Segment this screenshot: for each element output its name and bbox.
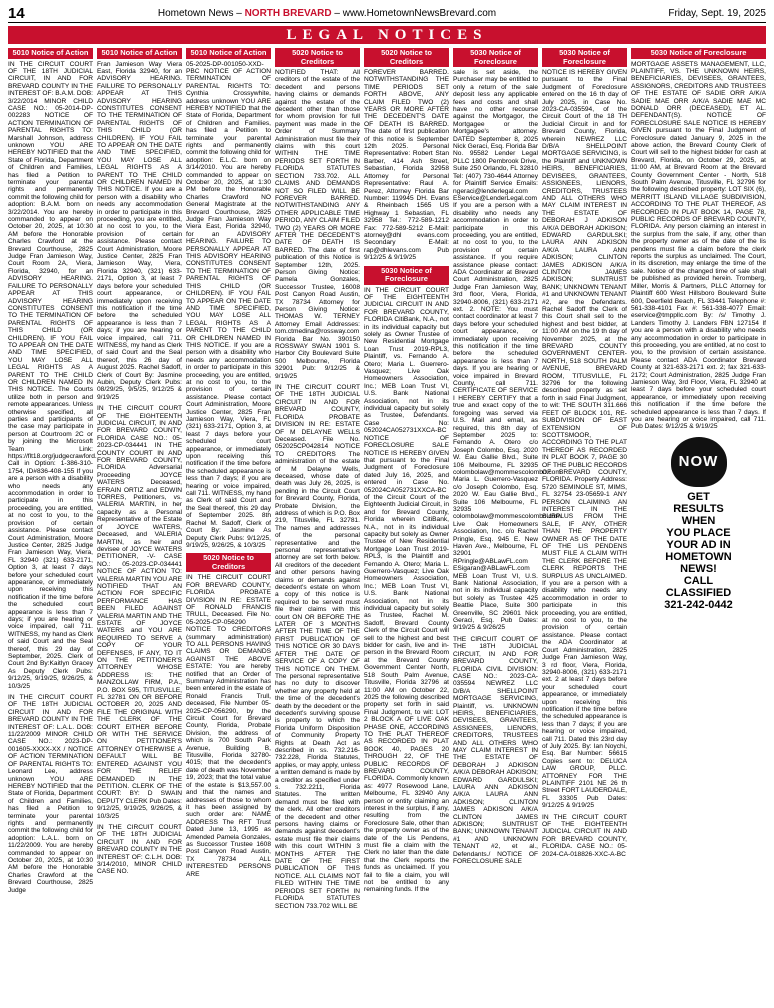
column-2	[97, 46, 182, 1006]
ad-line: WHEN	[681, 514, 716, 527]
column-4	[275, 46, 360, 1006]
website[interactable]: – www.HometownNewsBrevard.com	[331, 7, 497, 19]
column-6	[453, 46, 561, 1006]
column-1	[8, 46, 97, 1006]
column-3	[186, 46, 271, 1006]
ad-line: RESULTS	[673, 502, 724, 515]
section-header-notice-of-foreclosure: 5030 Notice of Foreclosure	[453, 48, 538, 67]
legal-notice: IN THE CIRCUIT COURT OF THE EIGHTEENTH JUDICIAL CIRCUIT IN AND FOR BREVARD COUNTY, FLORIDA CitiBank, N.A., not in its individual capacity but solely as Owner Trustee of New Residential Mortgage Loan Trust 2019-RPL3, Plaintiff, vs. Fernando A. Otero; Maria L. Guerrero-Vasquez; Live Oak Homeowners Association, Inc.; MEB Loan Trust VI, U.S. Bank National Association, not in its individual capacity but solely as Trustee, Defendants. Case No: 052024CA052731XXCA-BC NOTICE OF FORECLOSURE SALE NOTICE IS HEREBY GIVEN that pursuant to the Final Judgment of Foreclosure dated July 16, 2025, and entered in Case No. 052024CA052731XXCA-BC of the Circuit Court of the Eighteenth Judicial Circuit, in and for Brevard County, Florida wherein CitiBank, N.A., not in its individual capacity but solely as Owner Trustee of New Residential Mortgage Loan Trust 2019-RPL3, is the Plaintiff and Fernando A. Otero; Maria L. Guerrero-Vasquez; Live Oak Homeowners Association, Inc.; MEB Loan Trust VI, U.S. Bank National Association, not in its individual capacity but solely as Trustee, Rachel M. Sadoff, Brevard County Clerk of the Circuit Court will sell to the highest and best bidder for cash, live and in-person in the Brevard Room at the Brevard County Government Center North, 518 South Palm Avenue, Titusville, Florida 32796 at 11:00 AM on October 22, 2025 the following described property set forth in said Final Judgment, to wit: LOT 2 BLOCK A OF LIVE OAK PHASE ONE, ACCORDING TO THE PLAT THEREOF AS RECORDED IN PLAT BOOK 40, PAGES 20 THROUGH 22, OF THE PUBLIC RECORDS OF BREVARD COUNTY, FLORIDA. Commonly known as: 4977 Rosewood Lane, Melbourne, FL 32940 Any person or entity claiming an interest in the surplus, if any, resulting from the Foreclosure Sale, other than the property owner as of the date of the Lis Pendens, must file a claim with the Clerk no later than the date that the Clerk reports the funds as unclaimed. If you fail to file a claim, you will not be entitled to any remaining funds. If the	[364, 286, 449, 894]
page-header	[8, 4, 766, 23]
paper-masthead	[48, 8, 606, 19]
ad-line: CALL	[683, 574, 714, 587]
section-header-notice-of-foreclosure: 5030 Notice of Foreclosure	[542, 48, 627, 67]
ad-line: CLASSIFIED	[665, 586, 732, 599]
legal-notice: IN THE CIRCUIT COURT OF THE 18TH JUDICIAL CIRCUIT, IN AND FOR BREVARD COUNTY IN THE INTEREST OF: B.A.M. DOB: 3/22/2014 MINOR CHILD CASE NO.: 05-2014-DP-002283 NOTICE OF ACTION TERMINATION OF PARENTAL RIGHTS TO: Marshall Johnson, address unknown YOU ARE HEREBY NOTIFIED that the State of Florida, Department of Children and Families, has filed a Petition to terminate your parental rights and permanently commit the following child for adoption: B.A.M. born on 3/22/2014. You are hereby commanded to appear on October 20, 2025, at 10:30 AM before the Honorable Charles Crawford at the Brevard Courthouse, 2825 Judge Fran Jamieson Way, Court Room 2A, Viera, Florida, 32940, for an ADVISORY HEARING. FAILURE TO PERSONALLY APPEAR AT THIS ADVISORY HEARING CONSTITUTES CONSENT TO THE TERMINATION OF PARENTAL RIGHTS OF THIS CHILD (OR CHILDREN). IF YOU FAIL TO APPEAR ON THE DATE AND TIME SPECIFIED, YOU MAY LOSE ALL LEGAL RIGHTS AS A PARENT TO THE CHILD OR CHILDREN NAMED IN THIS NOTICE. The Courts utilize both in person and remote appearances. Unless otherwise specified, all parties and participants of the case may participate in person at Courtroom 2C or by joining the Microsoft Team Link: https://flt18.org/judgecrawford. Call in Option: 1-386-310-1754, ID#836-408-155 If you are a person with a disability who needs any accommodation in order to participate in this proceeding, you are entitled, at no cost to you, to the provision of certain assistance. Please contact Court Administration, Moore Justice Center, 2825 Judge Fran Jamieson Way, Viera, FL 32940 (321) 633-2171, Option 3, at least 7 days before your scheduled court appearance, or immediately upon receiving this notification if the time before the scheduled court appearance is less than 7 days; if you are hearing or voice impaired, call 711. WITNESS, my hand as Clerk of said Court and the Seal thereof, this 29 day of September, 2025. Clerk of Court 2nd By:Kaitlyn Gracey As Deputy Clerk Pubs: 9/12/25, 9/19/25, 9/26/25, & 10/3/25	[8, 60, 97, 690]
ad-line: GET	[687, 490, 710, 503]
legal-notices-banner: LEGAL NOTICES	[8, 26, 766, 44]
legal-notice: IN THE CIRCUIT COURT FOR BREVARD COUNTY, FLORIDA PROBATE DIVISION IN RE: ESTATE OF RONALD FRANCIS TRULL, Deceased. File No. 05-2025-CP-056290 NOTICE TO CREDITORS (summary administration) TO ALL PERSONS HAVING CLAIMS OR DEMANDS AGAINST THE ABOVE ESTATE: You are hereby notified that an Order of Summary Administration has been entered in the estate of Ronald Francis Trull, deceased, File Number 05-2025-CP-056290, by the Circuit Court for Brevard County, Florida, Probate Division, the address of which is 700 South Park Avenue, Building B, Titusville, Florida 32780-4015; that the decedent's date of death was November 19, 2023; that the total value of the estate is $13,557.00 and that the names and addresses of those to whom it has been assigned by such order are: NAME ADDRESS The RFT Trust Dated June 13, 1995 as Amended Pamela Gonzales, as Successor Trustee 1608 Post Canyon Road Austin, TX 78734 ALL INTERESTED PERSONS ARE	[186, 574, 271, 878]
ad-phone[interactable]: 321-242-0442	[664, 598, 733, 611]
section-header-notice-of-foreclosure: 5030 Notice of Foreclosure	[631, 48, 766, 59]
legal-notice: NOTIFIED THAT: All creditors of the estate of the decedent and persons having claims or demands against the estate of the decedent other than those for whom provision for full payment was made in the Order of Summary Administration must file their claims with this court WITHIN THE TIME PERIODS SET FORTH IN FLORIDA STATUTES SECTION 733.702. ALL CLAIMS AND DEMANDS NOT SO FILED WILL BE FOREVER BARRED. NOTWITHSTANDING ANY OTHER APPLICABLE TIME PERIOD, ANY CLAIM FILED TWO (2) YEARS OR MORE AFTER THE DECEDENT'S DATE OF DEATH IS BARRED. The date of first publication of this Notice is September 12th, 2025. Person Giving Notice: Pamela Gonzales, Successor Trustee, 16008 Post Canyon Road Austin, TX 78734 Attorney for Person Giving Notice: THOMAS W. TERNEY Attorney Email Addresses: tom.ctmedina@rossway.com Florida Bar No. 390150 ROSSWAY SWAN 1901 S. Harbor City Boulevard Suite 500 Melbourne, Florida 32901 Pub: 9/12/25 & 9/19/25	[275, 69, 360, 380]
section-header-notice-of-action: 5010 Notice of Action	[97, 48, 182, 59]
ad-line: HOMETOWN	[665, 550, 732, 563]
section-header-notice-to-creditors: 5020 Notice to Creditors	[275, 48, 360, 67]
legal-notice: IN THE CIRCUIT COURT OF THE EIGHTEENTH JUDICIAL CIRCUIT, IN AND FOR BREVARD COUNTY, FLORIDA CASE NO.: 05-2023-CP-034441 IN THE COUNTY COURT IN AND FOR BREVARD COUNTY, FLORIDA Adversarial Proceeding JOYCE WATERS Deceased, EFRAIN ORTIZ and EDWIN TORRES, Petitioners, vs. VALERIA MARTIN, in her capacity as a Personal Representative of the Estate of JOYCE WATERS, Deceased, and VALERIA MARTIN, as heir and devisee of JOYCE WATERS PETITIONER, -V- CASE NO.: 05-2023-CP-034441 NOTICE OF ACTION TO: VALERIA MARTIN YOU ARE NOTIFIED THAT AN ACTION FOR SPECIFIC PERFORMANCE HAS BEEN FILED AGAINST VALERIA MARTIN AND THE ESTATE OF JOYCE WATERS and YOU ARE REQUIRED TO SERVE A COPY OF YOUR DEFENSES, IF ANY, TO IT ON THE PETITIONER'S ATTORNEY WHOSE ADDRESS IS: THE MANZOLLAW FIRM, P.A., P.O. BOX 595, TITUSVILLE, FL 32781 ON OR BEFORE OCTOBER 20, 2025 AND FILE THE ORIGINAL WITH THE CLERK OF THE COURT EITHER BEFORE OR WITH THE SERVICE ON PETITIONER'S ATTORNEY OTHERWISE A DEFAULT WILL BE ENTERED AGAINST YOU FOR THE RELIEF DEMANDED IN THE PETITION. CLERK OF THE COURT: BY: D SWAIN DEPUTY CLERK Pub Dates: 9/12/25, 9/19/25, 9/26/25, & 10/3/25	[97, 405, 183, 820]
legal-notice: IN THE CIRCUIT COURT OF THE 18TH JUDICIAL CIRCUIT IN AND FOR BREVARD COUNTY IN THE INTEREST OF: C.L.H. DOB: 3/14/2010, MINOR CHILD CASE NO.	[97, 823, 182, 876]
column-8	[631, 46, 766, 1006]
section-header-notice-of-action: 5010 Notice of Action	[8, 48, 93, 59]
ad-line: NEWS!	[680, 562, 717, 575]
ad-line: YOU PLACE	[666, 526, 731, 539]
edition-name: NORTH BREVARD	[244, 7, 332, 19]
legal-notice: IN THE CIRCUIT COURT OF THE 18TH JUDICIAL CIRCUIT IN AND FOR BREVARD COUNTY, FLORIDA PROBATE DIVISION IN RE: ESTATE OF M DELAYNE WELLS Deceased. File No. 052025CP042814 NOTICE TO CREDITORS The administration of the estate of M Delayne Wells, deceased, whose date of death was July 26, 2025, is pending in the Circuit Court for Brevard County, Florida, Probate Division, the address of which is P.O. Box 219, Titusville, FL 32781. The names and addresses of the personal representative and the personal representative's attorney are set forth below. All creditors of the decedent and other persons having claims or demands against decedent's estate on whom a copy of this notice is required to be served must file their claims with this court ON OR BEFORE THE LATER OF 3 MONTHS AFTER THE TIME OF THE FIRST PUBLICATION OF THIS NOTICE OR 30 DAYS AFTER THE DATE OF SERVICE OF A COPY OF THIS NOTICE ON THEM. The personal representative has no duty to discover whether any property held at the time of the decedent's death by the decedent or the decedent's surviving spouse is property to which the Florida Uniform Disposition of Community Property Rights at Death Act as described in ss. 732.216-732.228, Florida Statutes, applies, or may apply, unless a written demand is made by a creditor as specified under s. 732.2211, Florida Statutes. The written demand must be filed with the clerk. All other creditors of the decedent and other persons having claims or demands against decedent's estate must file their claims with this court WITHIN 3 MONTHS AFTER THE DATE OF THE FIRST PUBLICATION OF THIS NOTICE. ALL CLAIMS NOT FILED WITHIN THE TIME PERIODS SET FORTH IN FLORIDA STATUTES SECTION 733.702 WILL BE	[275, 384, 360, 910]
classified-ad[interactable]	[631, 437, 766, 611]
section-header-notice-of-foreclosure: 5030 Notice of Foreclosure	[364, 266, 449, 285]
legal-notice: sale is set aside, the Purchaser may be entitled to only a return of the sale deposit less any applicable fees and costs and shall have no other recourse against the Mortgagor, the Mortgagee or the Mortgagee's attorney. DATED September 8, 2025 Nick Geraci, Esq. Florida Bar No. 95582 Lender Legal PLLC 1800 Pembrook Drive, Suite 250 Orlando, FL 32810 Tel: (407) 730-4644 Attorney for Plaintiff Service Emails: ngeraci@lenderlegal.com EService@LenderLegal.com If you are a person with a disability who needs any accommodation in order to participate in this proceeding, you are entitled, at no cost to you, to the provision of certain assistance. If you require assistance please contact: ADA Coordinator at Brevard Court Administration, 2825 Judge Fran Jamieson Way, 3rd floor, Viera, Florida, 32940-8006, (321) 633-2171 ext. 2. NOTE: You must contact coordinator at least 7 days before your scheduled court appearance, or immediately upon receiving this notification if the time before the scheduled appearance is less than 7 days. If you are hearing or voice impaired in Brevard County, call 711. CERTIFICATE OF SERVICE I HEREBY CERTIFY that a true and exact copy of the foregoing was served via U.S. Mail and email, as required, this 8th day of September 2025 to: Fernando A. Otero c/o Joseph Colombo, Esq. 2020 W. Eau Gallie Blvd., Suite 106 Melbourne, FL 32935 colombolaw@mommescolombo.com Maria L. Guerrero-Vasquez c/o Joseph Colombo, Esq. 2020 W. Eau Gallie Blvd., Suite 106 Melbourne, FL 32935 colombolaw@mommescolombo.com Live Oak Homeowners Association, Inc. c/o Rachel Pringle, Esq. 945 E. New Haven Ave., Melbourne, FL 32901 RPringle@ABLawFL.com ESigaran@ABLawFL.com MEB Loan Trust VI, U.S. Bank National Association, not in its individual capacity but solely as Trustee 425 Beattie Place, Suite 300 Greenville, SC 29601 Nick Geraci, Esq. Pub Dates: 9/19/25 & 9/26/25	[453, 69, 561, 632]
megaphone-now-icon: NOW	[671, 437, 727, 487]
legal-notice: NOTICE IS HEREBY GIVEN pursuant to the Final Judgment of Foreclosure entered on the 16 th day of July 2025, in Case No. 2023-CA-035594, of the Circuit Court of the 18 TH Judicial Circuit in and for Brevard County, Florida, wherein NEWREZ LLC D/B/A SHELLPOINT MORTGAGE SERVICING, is the Plaintiff and UNKNOWN HEIRS, BENEFICIARIES, DEVISEES, GRANTEES, ASSIGNEES, LIENORS, CREDITORS, TRUSTEES AND ALL OTHERS WHO MAY CLAIM INTEREST IN THE ESTATE OF DEBORAH J ADKISON A/K/A DEBORAH ADKISON; EDWARD GARDULSKI; LAURA ANN ADKISON A/K/A LAURA ANN ADKISON; CLINTON JAMES ADKISON A/K/A CLINTON JAMES ADKISON; SUNTRUST BANK; UNKNOWN TENANT #1 and UNKNOWN TENANT #2, are the Defendants. Rachel Sadoff the Clerk of this Court shall sell to the highest and best bidder, at 11:00 AM on the 19 th day of November 2025, at the BREVARD COUNTY GOVERNMENT CENTER-NORTH, 518 SOUTH PALM AVENUE, BREVARD ROOM, TITUSVILLE, FL 32796 for the following described property as set forth in said Final Judgment, to wit: THE SOUTH 311.666 FEET OF BLOCK 101, RE-SUBDIVISION OF EAST EXTENSION OF SCOTTSMOOR, ACCORDING TO THE PLAT THEREOF AS RECORDED IN PLAT BOOK 7, PAGE 30 OF THE PUBLIC RECORDS OF BREVARD COUNTY, FLORIDA. Property Address: 5720 SEMINOLE ST, MIMS, FL 32754 23-05659-1 ANY PERSON CLAIMING AN INTEREST IN THE SURPLUS FROM THE SALE, IF ANY, OTHER THAN THE PROPERTY OWNER AS OF THE DATE OF THE LIS PENDENS MUST FILE A CLAIM WITH THE CLERK BEFORE THE CLERK REPORTS THE SURPLUS AS UNCLAIMED. If you are a person with a disability who needs any accommodation in order to participate in this proceeding, you are entitled, at no cost to you, to the provision of certain assistance. Please contact the ADA Coordinator at Court Administration, 2825 Judge Fran Jamieson Way, 3 rd floor, Viera, Florida, 32940-8006, (321) 633-2171 ext. 2 at least 7 days before your scheduled court appearance, or immediately upon receiving this notification if the time before the scheduled appearance is less than 7 days; if you are hearing or voice impaired, call 711. Dated this 23rd day of July 2025. By: Ian Noychi, Esq. Bar Number: 56615 Copies sent to: DELUCA LAW GROUP, PLLC. ATTORNEY FOR THE PLAINTIFF 2101 NE 26 th Street FORT LAUDERDALE, FL 33305 Pub Dates: 9/12/25 & 9/19/25	[542, 69, 627, 810]
legal-notice: IN THE CIRCUIT COURT OF THE 18TH JUDICIAL CIRCUIT IN AND FOR BREVARD COUNTY IN THE INTEREST OF: L.A.L. DOB: 11/22/2009 MINOR CHILD CASE NO.: 2023-DP-001605-XXXX-XX / NOTICE OF ACTION TERMINATION OF PARENTAL RIGHTS TO: Leonard Lee, address unknown YOU ARE HEREBY NOTIFIED that the State of Florida, Department of Children and Families, has filed a Petition to terminate your parental rights and permanently commit the following child for adoption: L.A.L. born on 11/22/2009. You are hereby commanded to appear on October 20, 2025, at 10:30 AM before the Honorable Charles Crawford at the Brevard Courthouse, 2825 Judge	[8, 694, 93, 894]
legal-notice: 05-2025-DP-001050-XXD-PBC NOTICE OF ACTION TERMINATION OF PARENTAL RIGHTS TO: Cynthia Crossywhite, address unknown YOU ARE HEREBY NOTIFIED that the State of Florida, Department of Children and Families, has filed a Petition to terminate your parental rights and permanently commit the following child for adoption: E.L.C. born on 3/14/2010. You are hereby commanded to appear on October 20, 2025, at 1:30 PM before the Honorable Charles Crawford NO General Magistrate at the Brevard Courthouse, 2825 Judge Fran Jamieson Way Viera East, Florida 32940, for an ADVISORY HEARING. FAILURE TO PERSONALLY APPEAR AT THIS ADVISORY HEARING CONSTITUTES CONSENT TO THE TERMINATION OF PARENTAL RIGHTS OF THIS CHILD (OR CHILDREN). IF YOU FAIL TO APPEAR ON THE DATE AND TIME SPECIFIED, YOU MAY LOSE ALL LEGAL RIGHTS AS A PARENT TO THE CHILD OR CHILDREN NAMED IN THIS NOTICE. If you are a person with a disability who needs any accommodation in order to participate in this proceeding, you are entitled, at no cost to you, to the provision of certain assistance. Please contact Court Administration, Moore Justice Center, 2825 Fran Jamieson Way, Viera, FL (321) 633-2171, Option 3, at least 7 days before your scheduled court appearance, or immediately upon receiving this notification if the time before the scheduled appearance is less than 7 days; if you are hearing or voice impaired, call 711. WITNESS, my hand as Clerk of said Court and the Seal thereof, this 29 day of September 2025. 8th Rachel M. Sadoff, Clerk of Court By: Jasmine As Deputy Clerk Pubs: 9/12/25, 9/19/25, 9/26/25, & 10/3/25	[186, 60, 271, 549]
section-header-notice-of-action: 5010 Notice of Action	[186, 48, 271, 59]
legal-notice: Fran Jamieson Way Viera East, Florida 32940, for an ADVISORY HEARING. FAILURE TO PERSONALLY APPEAR AT THIS ADVISORY HEARING CONSTITUTES CONSENT TO THE TERMINATION OF PARENTAL RIGHTS OF THIS CHILD (OR CHILDREN). IF YOU FAIL TO APPEAR ON THE DATE AND TIME SPECIFIED, YOU MAY LOSE ALL LEGAL RIGHTS AS A PARENT TO THE CHILD OR CHILDREN NAMED IN THIS NOTICE. If you are a person with a disability who needs any accommodation in order to participate in this proceeding, you are entitled, at no cost to you, to the provision of certain assistance. Please contact Court Administration, Moore Justice Center, 2825 Fran Jamieson Way, Viera, Florida 32940, (321) 633-2171, Option 3, at least 7 days before your scheduled court appearance, or immediately upon receiving this notification if the time before the scheduled appearance is less than 7 days; if you are hearing or voice impaired, call 711. WITNESS, my hand as Clerk of said Court and the Seal thereof, this 26 day of August 2025. Rachel Sadoff, Clerk of Court By: Jasmine Aubin, Deputy Clerk Pubs: 08/29/25, 9/5/25, 9/12/25 & 9/19/25	[97, 60, 183, 401]
legal-notice: IN THE CIRCUIT COURT OF THE EIGHTEENTH JUDICIAL CIRCUIT IN AND FOR BREVARD COUNTY, FLORIDA. CASE NO.: 05-2024-CA-018826-XXC-A-BC	[542, 813, 627, 858]
section-header-notice-to-creditors: 5020 Notice to Creditors	[364, 48, 449, 67]
section-header-notice-to-creditors: 5020 Notice to Creditors	[186, 553, 271, 572]
legal-notice: MORTGAGE ASSETS MANAGEMENT, LLC, PLAINTIFF, VS. THE UNKNOWN HEIRS, BENEFICIARIES, DEVISEES, GRANTEES, ASSIGNORS, CREDITORS AND TRUSTEES OF THE ESTATE OF SADIE ORR A/K/A SADIE MAE ORR A/K/A SADIE MAE MC DONALD ORR (DECEASED), ET AL. DEFENDANT(S). NOTICE OF FORECLOSURE SALE NOTICE IS HEREBY GIVEN pursuant to the Final Judgment of Foreclosure dated January 9, 2025 in the above action, the Brevard County Clerk of Court will sell to the highest bidder for cash at Brevard, Florida, on October 29, 2025, at 11:00 AM, at Brevard Room at the Brevard County Government Center - North, 518 South Palm Avenue, Titusville, FL 32796 for the following described property: LOT SIX (6), MERRITT ISLAND VILLAGE SUBDIVISION, ACCORDING TO THE PLAT THEREOF, AS RECORDED IN PLAT BOOK 14, PAGE 78, PUBLIC RECORDS OF BREVARD COUNTY, FLORIDA. Any person claiming an interest in the surplus from the sale, if any, other than the property owner as of the date of the lis pendens must file a claim before the clerk reports the surplus as unclaimed. The Court, in its discretion, may enlarge the time of the sale. Notice of the changed time of sale shall be published as provided herein. Tromberg, Miller, Morris & Partners, PLLC Attorney for Plaintiff 600 West Hillsboro Boulevard Suite 600, Deerfield Beach, FL 33441 Telephone #: 561-338-4101 Fax #: 561-338-4077 Email: eservice@tmppllc.com By: /s/ Timothy J. Landers Timothy J. Landers FBN 127154 If you are a person with a disability who needs any accommodation in order to participate in this proceeding, you are entitled, at no cost to you, to the provision of certain assistance. Please contact ADA Coordinator Brevard County at 321-633-2171 ext. 2; fax 321-633-2172; Court Administration, 2825 Judge Fran Jamieson Way, 3rd Floor, Viera, FL 32940 at least 7 days before your scheduled court appearance, or immediately upon receiving this notification if the time before the scheduled appearance is less than 7 days. If you are hearing or voice impaired, call 711. Pub Dates: 9/12/25 & 9/19/25	[631, 60, 766, 431]
legal-notice: FOREVER BARRED. NOTWITHSTANDING THE TIME PERIODS SET FORTH ABOVE, ANY CLAIM FILED TWO (2) YEARS OR MORE AFTER THE DECEDENT'S DATE OF DEATH IS BARRED. The date of first publication of this notice is September 12th 2025. Personal Representative: Robert Stan Barber, 414 Ash Street, Sebastian, Florida 32958 Attorney for Personal Representative: Raul A. Perez, Attorney Florida Bar Number: 119945 DH. Evans & Rheinbach 1565 US Highway 1 Sebastian, FL 32958 Tel.: 772-589-1212 Fax: 772-589-5212 E-Mail: atorney@dhl evans.com Secondary E-Mail: rap@dhlevans.com Pub 9/12/25 & 9/19/25	[364, 69, 449, 262]
ad-line: YOUR AD IN	[666, 538, 731, 551]
issue-date: Friday, Sept. 19, 2025	[668, 7, 766, 19]
column-5	[364, 46, 449, 1006]
legal-notice: THE CIRCUIT COURT OF THE 18TH JUDICIAL CIRCUIT, IN AND FOR BREVARD COUNTY, FLORIDA CIVIL DIVISION: CASE NO.: 2023-CA-035594 NEWREZ LLC D/B/A SHELLPOINT MORTGAGE SERVICING, Plaintiff, vs. UNKNOWN HEIRS, BENEFICIARIES, DEVISEES, GRANTEES, ASSIGNEES, LIENORS, CREDITORS, TRUSTEES AND ALL OTHERS WHO MAY CLAIM INTEREST IN THE ESTATE OF DEBORAH J ADKISON A/K/A DEBORAH ADKISON; EDWARD GARDULSKI; LAURA ANN ADKISON A/K/A LAURA ANN ADKISON; CLINTON JAMES ADKISON A/K/A CLINTON JAMES ADKISON; SUNTRUST BANK; UNKNOWN TENANT #1 AND UNKNOWN TENANT #2, et al., Defendants./ NOTICE OF FORECLOSURE SALE	[453, 635, 538, 866]
column-7	[542, 46, 627, 1006]
page-number: 14	[8, 4, 25, 22]
paper-name: Hometown News –	[157, 7, 245, 19]
